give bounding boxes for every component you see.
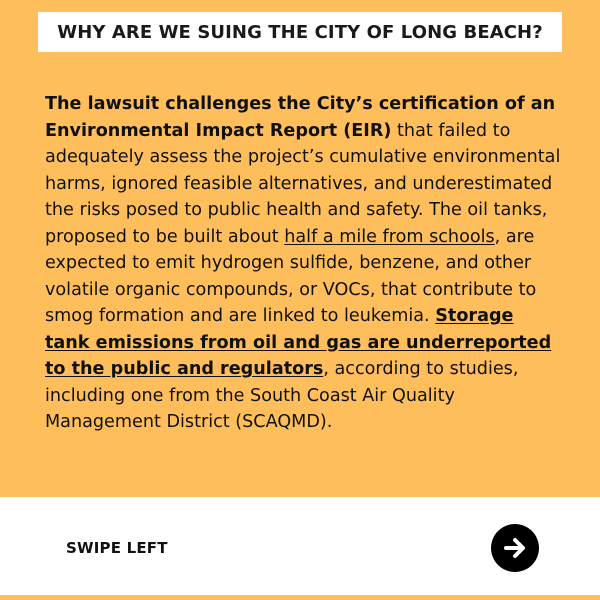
footer [0, 497, 600, 595]
body-text-1: that failed to adequately assess the project’s cumulative environmental harms, ignored feasible alternatives, and underestimated the risks posed to public health and safety. The oil tanks, proposed to be built about [45, 120, 561, 247]
swipe-left-label: SWIPE LEFT [66, 539, 168, 557]
schools-link[interactable]: half a mile from schools [284, 226, 495, 247]
next-button[interactable] [491, 524, 539, 572]
title-box [38, 12, 562, 52]
emissions-link[interactable]: Storage tank emissions from oil and gas are underreported to the public and regulators [45, 306, 552, 379]
body-text-3: , according to studies, including one from the South Coast Air Quality Management District (SCAQMD). [45, 359, 519, 432]
page-title: WHY ARE WE SUING THE CITY OF LONG BEACH? [57, 21, 543, 43]
lead-bold-text: The lawsuit challenges the City’s certification of an Environmental Impact Report (EIR) [45, 94, 556, 141]
bottom-accent-strip [0, 595, 600, 600]
body-text-2: , are expected to emit hydrogen sulfide, benzene, and other volatile organic compounds, or VOCs, that contribute to smog formation and are linked to leukemia. [45, 226, 537, 326]
body-paragraph [45, 91, 561, 436]
arrow-right-icon [502, 535, 528, 561]
